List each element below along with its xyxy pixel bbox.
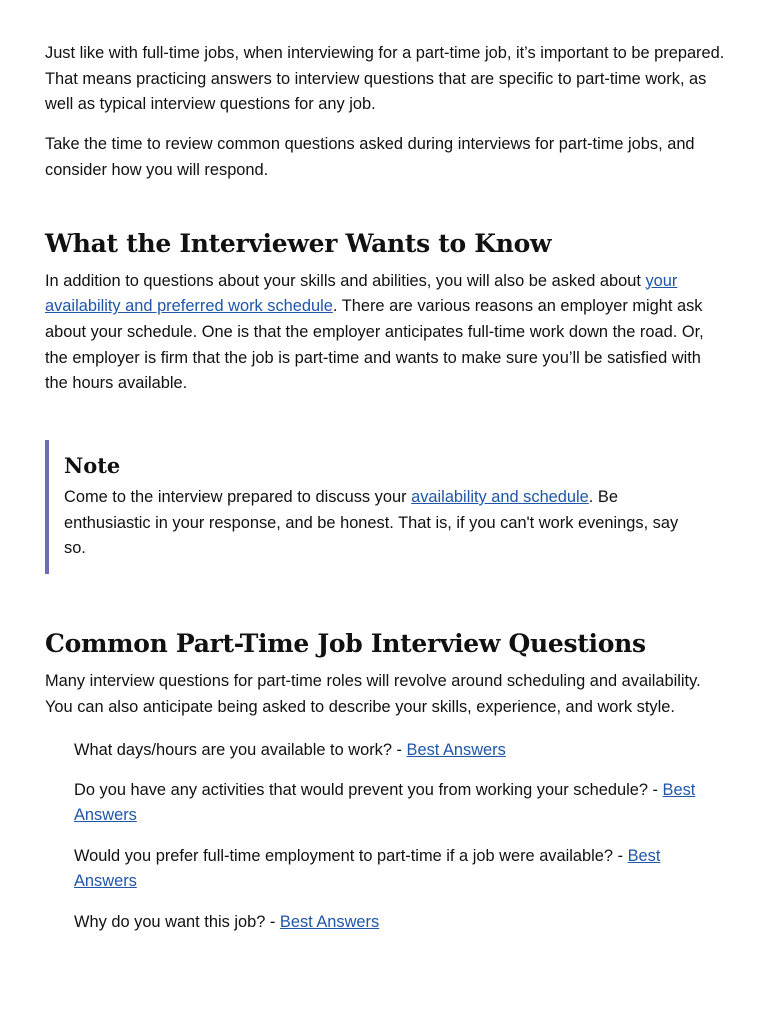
- heading-common-questions: Common Part-Time Job Interview Questions: [45, 629, 646, 659]
- best-answers-link[interactable]: Best Answers: [74, 780, 696, 825]
- note-text-after-link: . Be enthusiastic in your response, and be honest. That is, if you can't work evenings, say so.: [64, 488, 679, 558]
- question-text: Why do you want this job? -: [74, 912, 280, 931]
- common-questions-intro: Many interview questions for part-time roles will revolve around scheduling and availability. You can also anticipate being asked to describe your skills, experience, and work style.: [45, 672, 701, 716]
- best-answers-link[interactable]: Best Answers: [279, 912, 380, 931]
- note-text-before-link: Come to the interview prepared to discuss your: [64, 488, 412, 507]
- note-title: Note: [64, 453, 121, 479]
- interviewer-paragraph: [45, 269, 725, 398]
- question-text: Do you have any activities that would prevent you from working your schedule? -: [74, 780, 663, 799]
- list-item: [74, 738, 704, 764]
- note-callout: [45, 440, 724, 574]
- list-item: [74, 910, 704, 936]
- heading-interviewer-wants-to-know: What the Interviewer Wants to Know: [45, 228, 552, 258]
- questions-list: [45, 738, 725, 936]
- intro-paragraph-1: Just like with full-time jobs, when interviewing for a part-time job, it’s important to be prepared. That means practicing answers to interview questions that are specific to part-time work, as well as typical interview questions for any job.: [45, 44, 725, 114]
- availability-schedule-link[interactable]: your availability and preferred work schedule: [45, 271, 678, 316]
- question-text: What days/hours are you available to work? -: [74, 740, 407, 759]
- article-body: [45, 41, 725, 950]
- note-availability-link[interactable]: availability and schedule: [411, 488, 589, 507]
- best-answers-link[interactable]: Best Answers: [406, 740, 506, 759]
- best-answers-link[interactable]: Best Answers: [74, 846, 661, 891]
- list-item: [74, 778, 704, 829]
- list-item: [74, 844, 704, 895]
- interviewer-text-before-link: In addition to questions about your skills and abilities, you will also be asked about: [45, 271, 646, 290]
- interviewer-text-after-link: . There are various reasons an employer might ask about your schedule. One is that the employer anticipates full-time work down the road. Or, the employer is firm that the job is part-time and wants to make sure you’ll be satisfied with the hours available.: [45, 297, 704, 393]
- intro-paragraph-2: Take the time to review common questions asked during interviews for part-time jobs, and consider how you will respond.: [45, 135, 695, 179]
- note-paragraph: [64, 485, 704, 562]
- question-text: Would you prefer full-time employment to part-time if a job were available? -: [74, 846, 628, 865]
